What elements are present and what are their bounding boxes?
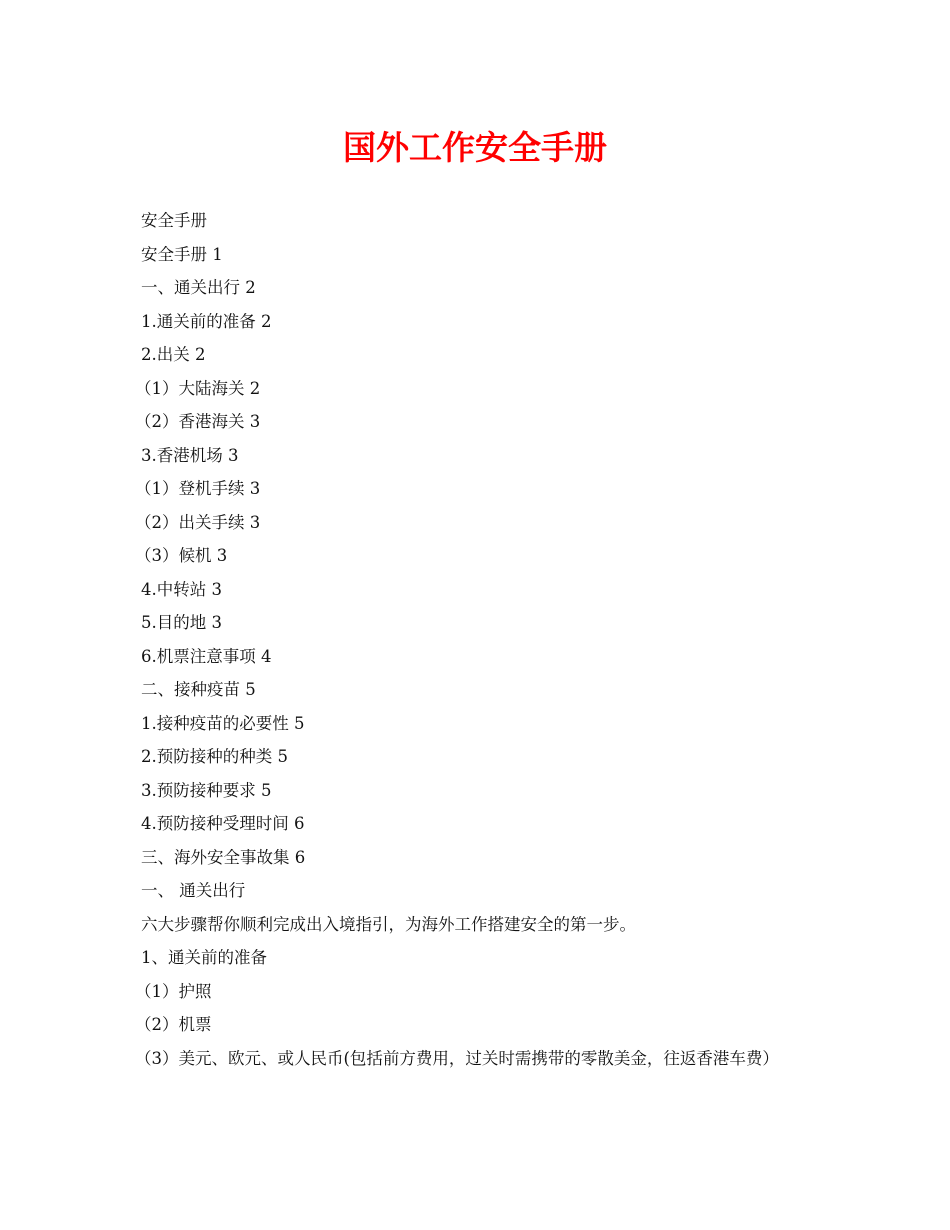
toc-entry: 4.预防接种受理时间 6 — [141, 814, 305, 833]
list-item: （3）美元、欧元、或人民币(包括前方费用，过关时需携带的零散美金，往返香港车费） — [135, 1048, 779, 1068]
list-item: （1）护照 — [135, 981, 212, 1001]
toc-entry: 6.机票注意事项 4 — [141, 646, 272, 666]
document-body — [135, 204, 821, 1075]
toc-entry: 1.接种疫苗的必要性 5 — [141, 713, 305, 733]
toc-entry: （1）大陆海关 2 — [135, 378, 261, 398]
toc-entry: 一、通关出行 2 — [141, 278, 256, 297]
toc-entry: （1）登机手续 3 — [135, 479, 261, 498]
toc-entry: 3.香港机场 3 — [141, 445, 239, 465]
toc-entry: 安全手册 1 — [141, 244, 223, 264]
toc-entry: 2.预防接种的种类 5 — [141, 747, 288, 766]
section-heading: 一、 通关出行 — [141, 881, 246, 900]
list-item: （2）机票 — [135, 1015, 212, 1034]
toc-entry: 二、接种疫苗 5 — [141, 680, 256, 699]
body-paragraph: 六大步骤帮你顺利完成出入境指引，为海外工作搭建安全的第一步。 — [141, 914, 636, 934]
toc-entry: （3）候机 3 — [135, 546, 228, 565]
toc-entry: 2.出关 2 — [141, 345, 206, 364]
document-title: 国外工作安全手册 — [343, 128, 607, 167]
toc-entry: （2）出关手续 3 — [135, 512, 261, 532]
toc-entry: 5.目的地 3 — [141, 613, 222, 632]
toc-entry: 1.通关前的准备 2 — [141, 311, 272, 331]
toc-entry: 3.预防接种要求 5 — [141, 780, 272, 800]
toc-entry: 三、海外安全事故集 6 — [141, 847, 306, 867]
subsection-heading: 1、通关前的准备 — [141, 948, 267, 967]
toc-entry: （2）香港海关 3 — [135, 412, 261, 431]
toc-entry: 4.中转站 3 — [141, 579, 222, 599]
toc-heading: 安全手册 — [141, 211, 207, 230]
